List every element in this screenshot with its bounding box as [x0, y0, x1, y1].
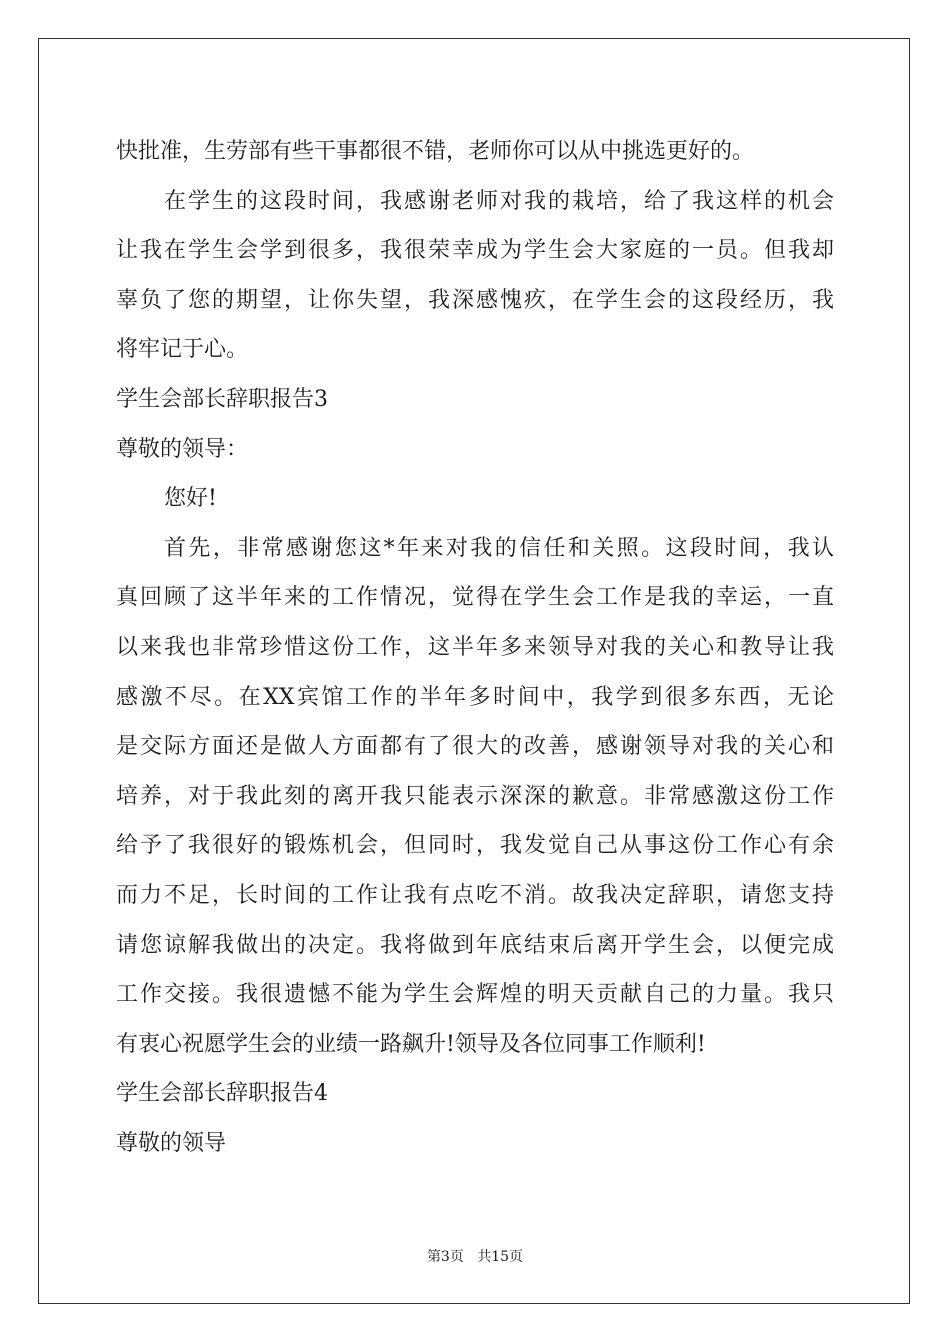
salutation: 尊敬的领导: [116, 1130, 227, 1156]
page-footer: [0, 1246, 950, 1266]
text-line: 快批准，生劳部有些干事都很不错，老师你可以从中挑选更好的。: [116, 139, 755, 164]
page-number: 第3页: [426, 1249, 464, 1265]
section-heading: 学生会部长辞职报告3: [116, 386, 328, 412]
section-heading: 学生会部长辞职报告4: [116, 1081, 328, 1107]
text-line: 而力不足，长时间的工作让我有点吃不消。故我决定辞职，请您支持: [116, 882, 834, 908]
page-total: 共15页: [477, 1249, 524, 1265]
text-line: 培养，对于我此刻的离开我只能表示深深的歉意。非常感激这份工作: [116, 783, 834, 809]
text-line: 在学生的这段时间，我感谢老师对我的栽培，给了我这样的机会: [164, 188, 834, 214]
text-line: 请您谅解我做出的决定。我将做到年底结束后离开学生会，以便完成: [116, 932, 834, 958]
text-line: 将牢记于心。: [116, 337, 249, 363]
salutation: 尊敬的领导：: [116, 436, 249, 462]
text-line: 让我在学生会学到很多，我很荣幸成为学生会大家庭的一员。但我却: [116, 238, 834, 264]
document-body: [116, 127, 834, 1168]
text-line: 是交际方面还是做人方面都有了很大的改善，感谢领导对我的关心和: [116, 734, 834, 760]
greeting: 您好!: [164, 486, 217, 512]
text-line: 给予了我很好的锻炼机会，但同时，我发觉自己从事这份工作心有余: [116, 833, 834, 859]
text-line: 真回顾了这半年来的工作情况，觉得在学生会工作是我的幸运，一直: [116, 585, 834, 611]
text-line: 感激不尽。在XX宾馆工作的半年多时间中，我学到很多东西，无论: [116, 684, 834, 710]
text-line: 有衷心祝愿学生会的业绩一路飙升!领导及各位同事工作顺利!: [116, 1031, 706, 1057]
text-line: 辜负了您的期望，让你失望，我深感愧疚，在学生会的这段经历，我: [116, 287, 834, 313]
text-line: 工作交接。我很遗憾不能为学生会辉煌的明天贡献自己的力量。我只: [116, 982, 834, 1008]
text-line: 以来我也非常珍惜这份工作，这半年多来领导对我的关心和教导让我: [116, 634, 834, 660]
text-line: 首先，非常感谢您这*年来对我的信任和关照。这段时间，我认: [164, 535, 834, 561]
